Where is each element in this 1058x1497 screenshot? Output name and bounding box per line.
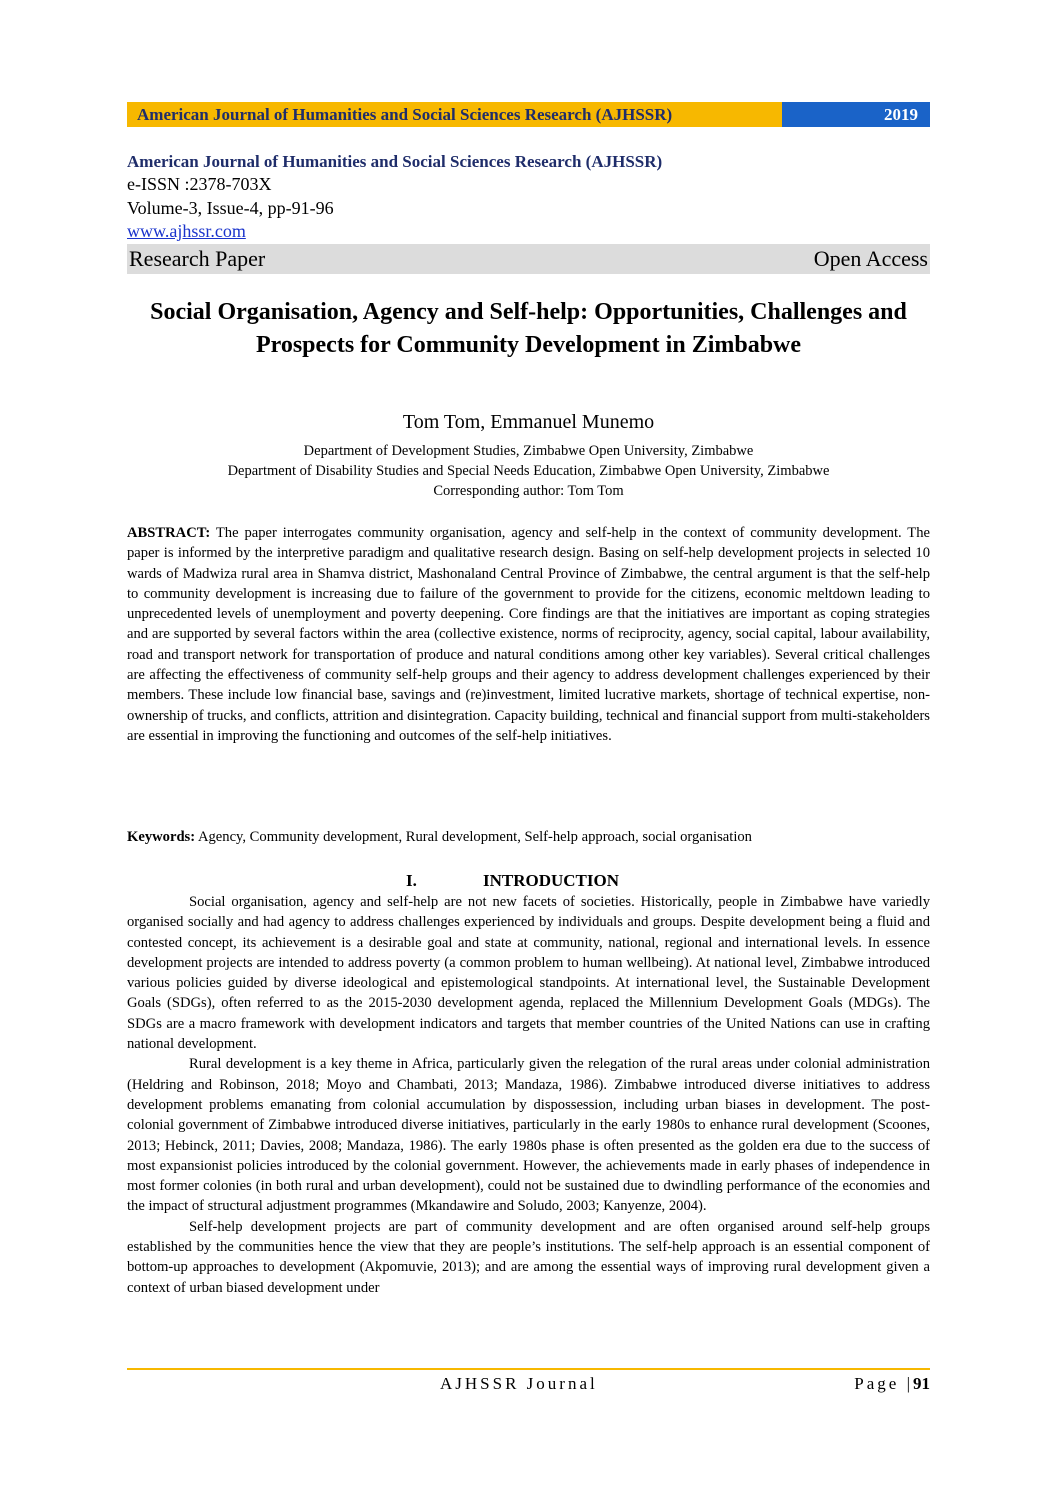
- paper-type: Research Paper: [129, 246, 266, 271]
- footer-page-number: 91: [913, 1374, 930, 1393]
- paper-authors: Tom Tom, Emmanuel Munemo: [402, 411, 655, 433]
- section-title: INTRODUCTION: [483, 871, 620, 890]
- section-number: I.: [406, 871, 417, 890]
- masthead-volume: Volume-3, Issue-4, pp-91-96: [127, 198, 334, 218]
- access-type: Open Access: [813, 246, 928, 271]
- page-footer: [127, 1374, 930, 1396]
- footer-page: [854, 1374, 930, 1394]
- masthead: [127, 151, 930, 242]
- affiliation-1: Department of Development Studies, Zimbabwe Open University, Zimbabwe: [303, 443, 754, 459]
- footer-rule: [127, 1368, 930, 1370]
- introduction-body: [127, 892, 930, 1298]
- journal-banner: [127, 102, 930, 127]
- affiliation-2: Department of Disability Studies and Special Needs Education, Zimbabwe Open University, Zimbabwe: [227, 463, 830, 479]
- abstract-text: The paper interrogates community organisation, agency and self-help in the context of community development. The paper is informed by the interpretive paradigm and qualitative research design. Basing on self-help development projects in selected 10 wards of Madwiza rural area in Shamva district, Mashonaland Central Province of Zimbabwe, the central argument is that the self-help to community development is increasing due to failure of the government to provide for the citizens, economic meltdown leading to unprecedented levels of unemployment and poverty deepening. Core findings are that the initiatives are important as coping strategies and are supported by several factors within the area (collective existence, norms of reciprocity, agency, social capital, labour availability, road and transport network for transportation of produce and natural conditions among other key variables). Several critical challenges are affecting the effectiveness of community self-help groups and their agency to address development challenges experienced by their members. These include low financial base, savings and (re)investment, limited lucrative markets, shortage of technical expertise, non-ownership of trucks, and conflicts, attrition and disintegration. Capacity building, technical and financial support from multi-stakeholders are essential in improving the functioning and outcomes of the self-help initiatives.: [127, 525, 930, 744]
- banner-journal-name: American Journal of Humanities and Social Sciences Research (AJHSSR): [127, 102, 782, 127]
- intro-paragraph-2: Rural development is a key theme in Africa, particularly given the relegation of the rural areas under colonial administration (Heldring and Robinson, 2018; Moyo and Chambati, 2013; Mandaza, 1986). Zimbabwe introduced diverse initiatives to address development problems emanating from colonial accumulation by dispossession, including urban biases in development. The post-colonial government of Zimbabwe introduced diverse initiatives, particularly in the early 1980s to enhance rural development (Scoones, 2013; Hebinck, 2011; Davies, 2008; Mandaza, 1986). The early 1980s phase is often presented as the golden era due to the success of most expansionist policies introduced by the colonial government. However, the achievements made in early phases of independence in most former colonies (in both rural and urban development), could not be sustained due to dwindling performance of the economies and the impact of structural adjustment programmes (Mkandawire and Soludo, 2003; Kanyenze, 2004).: [127, 1056, 930, 1215]
- footer-journal: AJHSSR Journal: [440, 1374, 598, 1393]
- intro-paragraph-3: Self-help development projects are part of community development and are often organised around self-help groups established by the communities hence the view that they are people’s institutions. The self-help approach is an essential component of bottom-up approaches to development (Akpomuvie, 2013); and are among the essential ways of improving rural development given a context of urban biased development under: [127, 1218, 930, 1296]
- intro-paragraph-1: Social organisation, agency and self-help are not new facets of societies. Historically, people in Zimbabwe have variedly organised socially and had agency to address challenges experienced by individuals and groups. Despite development being a fluid and contested concept, its achievement is a desirable goal and state at community, national, regional and international levels. In essence development projects are intended to address poverty (a common problem to human wellbeing). At national level, Zimbabwe introduced various policies guided by diverse ideological and epistemological standpoints. At international level, the Sustainable Development Goals (SDGs), often referred to as the 2015-2030 development agenda, replaced the Millennium Development Goals (MDGs). The SDGs are a macro framework with development indicators and targets that member countries of the United Nations can use in crafting national development.: [127, 894, 930, 1053]
- abstract-label: ABSTRACT:: [127, 525, 211, 541]
- keywords-label: Keywords:: [127, 829, 196, 845]
- banner-year: 2019: [782, 102, 930, 127]
- masthead-website-link[interactable]: www.ajhssr.com: [127, 221, 246, 241]
- masthead-issn: e-ISSN :2378-703X: [127, 174, 272, 194]
- paper-type-bar: [127, 244, 930, 274]
- corresponding-author: Corresponding author: Tom Tom: [433, 483, 624, 499]
- footer-page-label: Page |: [854, 1374, 913, 1393]
- paper-title: Social Organisation, Agency and Self-help: Opportunities, Challenges and Prospects for Community Development in Zimbabwe: [150, 299, 907, 358]
- masthead-journal-name: American Journal of Humanities and Social Sciences Research (AJHSSR): [127, 152, 663, 171]
- abstract: [127, 523, 930, 746]
- keywords-text: Agency, Community development, Rural development, Self-help approach, social organisation: [195, 829, 752, 845]
- keywords: [127, 829, 930, 846]
